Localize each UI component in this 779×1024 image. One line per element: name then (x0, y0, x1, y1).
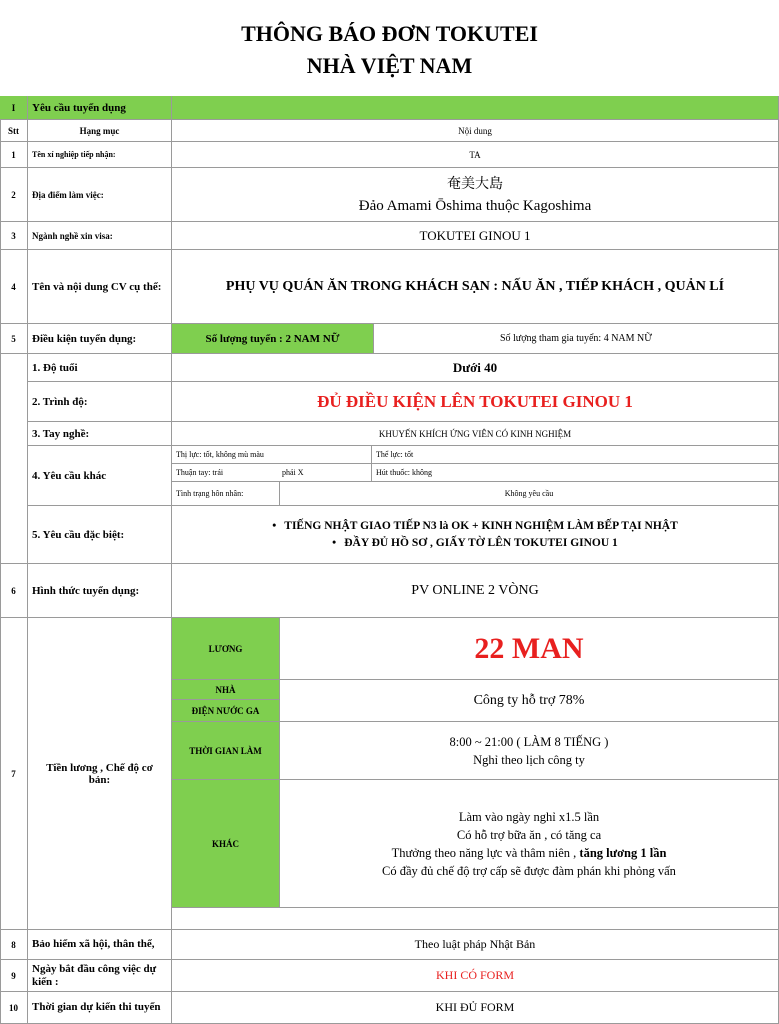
section-label: Yêu cầu tuyển dụng (28, 96, 172, 120)
hand-left: Thuận tay: trái (176, 468, 224, 477)
row-8-stt: 8 (0, 930, 28, 960)
row-1-stt: 1 (0, 142, 28, 168)
benefit-line-2: Có hỗ trợ bữa ăn , có tăng ca (456, 827, 602, 842)
utilities-label: ĐIỆN NƯỚC GA (172, 700, 280, 722)
row-6-stt: 6 (0, 564, 28, 618)
row-7-stt: 7 (0, 618, 28, 930)
hours-line-2: Nghỉ theo lịch công ty (473, 752, 585, 767)
benefit-line-3b: tăng lương 1 lần (579, 845, 667, 860)
special-list (272, 518, 678, 552)
hand-right: phải X (282, 468, 304, 477)
handedness-cell (172, 464, 372, 482)
header-content: Nội dung (172, 120, 779, 142)
benefit-line-4: Có đầy đủ chế độ trợ cấp sẽ được đàm phán khi phỏng vấn (382, 863, 676, 878)
wage-label: LƯƠNG (172, 618, 280, 680)
benefit-line-3 (392, 844, 667, 862)
age-label: 1. Độ tuổi (28, 354, 172, 382)
special-item: • ĐẦY ĐỦ HỒ SƠ , GIẤY TỜ LÊN TOKUTEI GINOU 1 (272, 535, 678, 552)
row-9-stt: 9 (0, 960, 28, 992)
special-label: 5. Yêu cầu đặc biệt: (28, 506, 172, 564)
job-value: PHỤ VỤ QUÁN ĂN TRONG KHÁCH SẠN : NẤU ĂN , TIẾP KHÁCH , QUẢN LÍ (172, 250, 779, 324)
visa-value: TOKUTEI GINOU 1 (172, 222, 779, 250)
section-fill (172, 96, 779, 120)
row-3-stt: 3 (0, 222, 28, 250)
hours-line-1: 8:00 ~ 21:00 ( LÀM 8 TIẾNG ) (449, 734, 609, 749)
row-4-stt: 4 (0, 250, 28, 324)
document-title (0, 0, 779, 96)
benefit-line-3a: Thưởng theo năng lực và thâm niên , (391, 845, 577, 860)
hours-value (280, 722, 779, 780)
quota-value: Số lượng tuyển : 2 NAM NỮ (172, 324, 374, 354)
housing-label: NHÀ (172, 680, 280, 700)
company-value: TA (172, 142, 779, 168)
visa-label: Ngành nghề xin visa: (28, 222, 172, 250)
other-benefits-label: KHÁC (172, 780, 280, 908)
duration-label: Thời gian dự kiến thi tuyển (28, 992, 172, 1024)
special-item: • TIẾNG NHẬT GIAO TIẾP N3 là OK + KINH NGHIỆM LÀM BẾP TẠI NHẬT (272, 518, 678, 535)
company-label: Tên xí nghiệp tiếp nhận: (28, 142, 172, 168)
location-value-jp: 奄美大島 (447, 175, 503, 192)
special-value (172, 506, 779, 564)
conditions-label: Điều kiện tuyển dụng: (28, 324, 172, 354)
insurance-label: Bảo hiểm xã hội, thân thể, (28, 930, 172, 960)
title-line-1: THÔNG BÁO ĐƠN TOKUTEI (241, 21, 538, 46)
location-value (172, 168, 779, 222)
housing-value: Công ty hỗ trợ 78% (280, 680, 779, 722)
salary-blank-row (172, 908, 779, 930)
duration-value: KHI ĐỦ FORM (172, 992, 779, 1024)
title-line-2: NHÀ VIỆT NAM (306, 53, 473, 78)
marital-value: Không yêu cầu (280, 482, 779, 506)
subrows-stt-blank (0, 354, 28, 564)
salary-label: Tiền lương , Chế độ cơ bản: (28, 618, 172, 930)
education-label: 2. Trình độ: (28, 382, 172, 422)
location-label: Địa điểm làm việc: (28, 168, 172, 222)
insurance-value: Theo luật pháp Nhật Bản (172, 930, 779, 960)
eyesight-value: Thị lực: tốt, không mù màu (172, 446, 372, 464)
benefit-line-1: Làm vào ngày nghỉ x1.5 lần (458, 809, 600, 824)
skill-label: 3. Tay nghề: (28, 422, 172, 446)
section-number: I (0, 96, 28, 120)
skill-value: KHUYẾN KHÍCH ỨNG VIÊN CÓ KINH NGHIỆM (172, 422, 779, 446)
row-2-stt: 2 (0, 168, 28, 222)
form-value: PV ONLINE 2 VÒNG (172, 564, 779, 618)
start-label: Ngày bắt đầu công việc dự kiến : (28, 960, 172, 992)
fitness-value: Thể lực: tốt (372, 446, 779, 464)
age-value: Dưới 40 (172, 354, 779, 382)
form-label: Hình thức tuyển dụng: (28, 564, 172, 618)
other-label: 4. Yêu cầu khác (28, 446, 172, 506)
header-stt: Stt (0, 120, 28, 142)
hours-label: THỜI GIAN LÀM (172, 722, 280, 780)
smoking-value: Hút thuốc: không (372, 464, 779, 482)
header-item: Hạng mục (28, 120, 172, 142)
location-value-vi: Đảo Amami Ōshima thuộc Kagoshima (358, 197, 592, 214)
marital-label: Tình trạng hôn nhân: (172, 482, 280, 506)
job-label: Tên và nội dung CV cụ thể: (28, 250, 172, 324)
row-5-stt: 5 (0, 324, 28, 354)
education-value: ĐỦ ĐIỀU KIỆN LÊN TOKUTEI GINOU 1 (172, 382, 779, 422)
row-10-stt: 10 (0, 992, 28, 1024)
applicants-value: Số lượng tham gia tuyển: 4 NAM NỮ (374, 324, 779, 354)
wage-value: 22 MAN (280, 618, 779, 680)
start-value: KHI CÓ FORM (172, 960, 779, 992)
other-benefits-value (280, 780, 779, 908)
